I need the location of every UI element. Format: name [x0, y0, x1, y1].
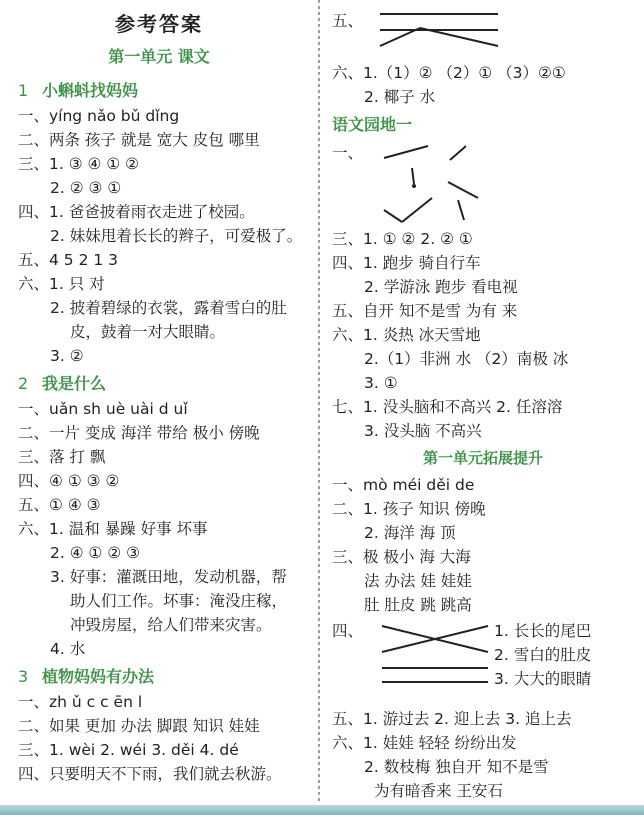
section-number: 1 [18, 81, 29, 100]
garden-title: 语文园地一 [332, 115, 413, 134]
match-line [450, 146, 466, 160]
answer-line: 三、极 极小 海 大海 [332, 548, 471, 566]
column-divider [318, 0, 320, 803]
answer-line: 2. 妹妹甩着长长的辫子，可爱极了。 [50, 227, 303, 245]
answer-line: 3. 大大的眼睛 [494, 670, 592, 688]
answer-line: 三、1. ① ② 2. ② ① [332, 230, 473, 248]
answer-line: 七、1. 没头脑和不高兴 2. 任溶溶 [332, 398, 563, 416]
answer-line: 三、落 打 飘 [18, 448, 106, 466]
answer-line: 3. ① [364, 374, 398, 392]
answer-line: 五、 [332, 12, 364, 30]
match-line [384, 146, 428, 158]
section-1-heading [18, 78, 138, 101]
answer-line: 二、一片 变成 海洋 带给 极小 傍晚 [18, 424, 260, 442]
answer-line: 一、 [332, 144, 364, 162]
answer-line: 四、 [332, 622, 364, 640]
unit-title: 第一单元 课文 [108, 47, 210, 66]
answer-line: 2. 海洋 海 顶 [364, 524, 456, 542]
answer-line: 五、4 5 2 1 3 [18, 251, 119, 269]
answer-line: 二、如果 更加 办法 脚跟 知识 娃娃 [18, 717, 260, 735]
page-title: 参考答案 [115, 12, 203, 36]
answer-line: 4. 水 [50, 640, 86, 658]
answer-line: 四、1. 跑步 骑自行车 [332, 254, 481, 272]
answer-line: 五、① ④ ③ [18, 496, 101, 514]
answer-line: 一、zh ǔ c c ēn l [18, 693, 143, 711]
answer-line: 助人们工作。坏事：淹没庄稼， [70, 592, 288, 610]
answer-line: 3. 没头脑 不高兴 [364, 422, 482, 440]
answer-line: 2. 学游泳 跑步 看电视 [364, 278, 518, 296]
answer-line: 1. 长长的尾巴 [494, 622, 592, 640]
match-line [402, 198, 432, 222]
answer-line: 2. 雪白的肚皮 [494, 646, 592, 664]
answer-line: 2. 椰子 水 [364, 88, 436, 106]
answer-line: 三、1. ③ ④ ① ② [18, 155, 140, 173]
answer-line: 一、mò méi děi de [332, 476, 475, 494]
answer-line: 四、只要明天不下雨，我们就去秋游。 [18, 765, 282, 783]
section-number: 2 [18, 374, 29, 393]
answer-line: 2.（1）非洲 水 （2）南极 冰 [364, 350, 569, 368]
answer-line: 2. 数枝梅 独自开 知不是雪 [364, 758, 549, 776]
answer-line: 一、yíng nǎo bǔ dǐng [18, 107, 180, 125]
answer-line: 法 办法 娃 娃娃 [364, 572, 472, 590]
match-line [458, 200, 464, 220]
answer-line: 四、④ ① ③ ② [18, 472, 120, 490]
answer-line: 六、1. 娃娃 轻轻 纷纷出发 [332, 734, 517, 752]
section-title: 小蝌蚪找妈妈 [42, 81, 139, 100]
answer-line: 三、1. wèi 2. wéi 3. děi 4. dé [18, 741, 239, 759]
matching-lines-top [374, 6, 504, 50]
answer-line: 3. 好事：灌溉田地，发动机器，帮 [50, 568, 287, 586]
section-title: 我是什么 [42, 374, 107, 393]
answer-line: 六、1.（1）② （2）① （3）②① [332, 64, 566, 82]
answer-line: 2. ④ ① ② ③ [50, 544, 141, 562]
answer-line: 四、1. 爸爸披着雨衣走进了校园。 [18, 203, 255, 221]
match-dot [412, 184, 416, 188]
matching-lines-body-parts [376, 616, 496, 686]
section-2-heading [18, 371, 106, 394]
answer-line: 2. ② ③ ① [50, 179, 122, 197]
answer-line: 六、1. 只 对 [18, 275, 105, 293]
answer-line: 一、uǎn sh uè uài d uǐ [18, 400, 188, 418]
match-line [384, 210, 402, 222]
answer-line: 肚 肚皮 跳 跳高 [364, 596, 472, 614]
match-line [448, 182, 478, 198]
answer-line: 皮，鼓着一对大眼睛。 [70, 323, 226, 341]
bottom-border [0, 805, 644, 815]
answer-line: 五、自开 知不是雪 为有 来 [332, 302, 518, 320]
answer-line: 3. ② [50, 347, 84, 365]
answer-line: 六、1. 炎热 冰天雪地 [332, 326, 481, 344]
answer-line: 为有暗香来 王安石 [374, 782, 503, 800]
section-3-heading [18, 664, 154, 687]
matching-lines-strokes [378, 138, 488, 228]
section-title: 植物妈妈有办法 [42, 667, 155, 686]
answer-line: 冲毁房屋，给人们带来灾害。 [70, 616, 272, 634]
answer-line: 二、两条 孩子 就是 宽大 皮包 哪里 [18, 131, 260, 149]
match-line [412, 168, 414, 184]
extension-title: 第一单元拓展提升 [422, 449, 543, 467]
section-number: 3 [18, 667, 29, 686]
answer-line: 二、1. 孩子 知识 傍晚 [332, 500, 486, 518]
answer-line: 2. 披着碧绿的衣裳，露着雪白的肚 [50, 299, 287, 317]
answer-line: 六、1. 温和 暴躁 好事 坏事 [18, 520, 208, 538]
answer-line: 五、1. 游过去 2. 迎上去 3. 追上去 [332, 710, 572, 728]
